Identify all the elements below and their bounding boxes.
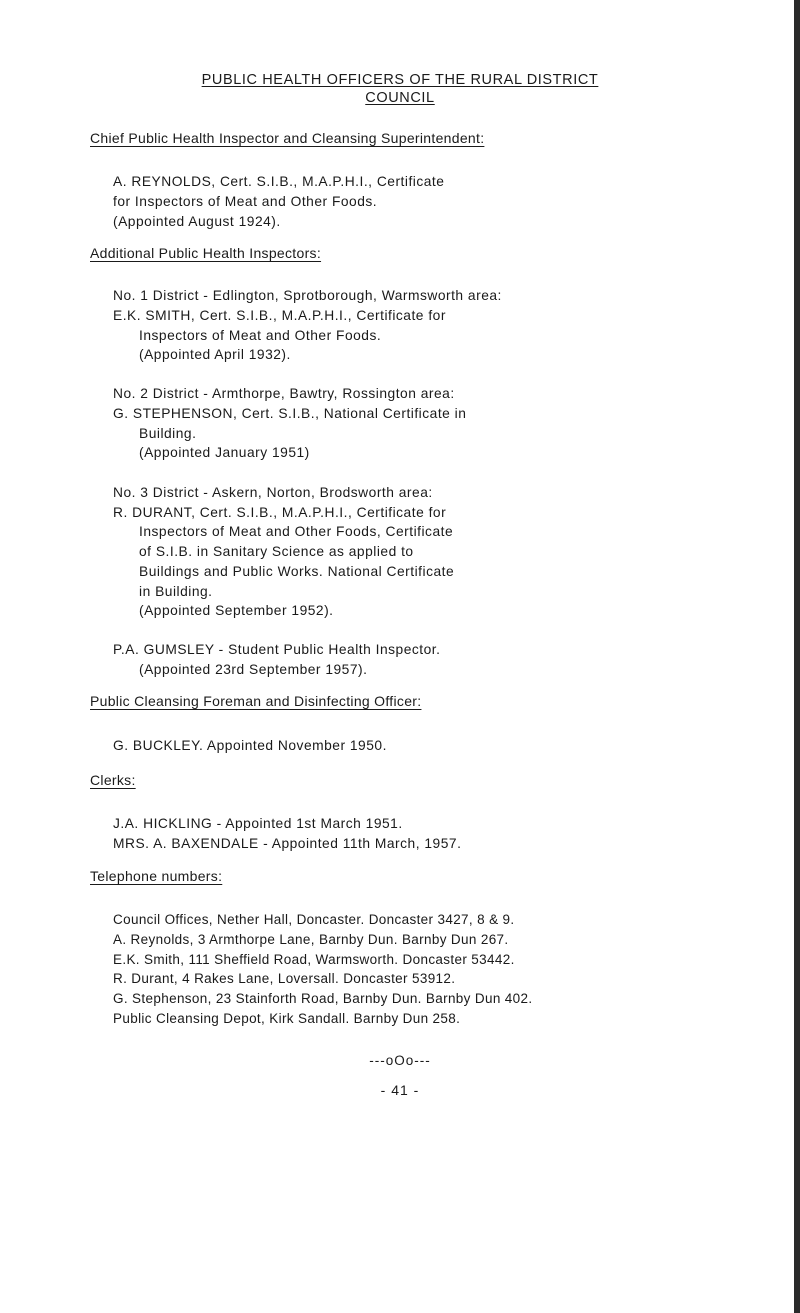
- district3-line: of S.I.B. in Sanitary Science as applied to: [139, 544, 414, 559]
- telephone-line: R. Durant, 4 Rakes Lane, Loversall. Doncaster 53912.: [113, 971, 456, 986]
- page-title-line-1: PUBLIC HEALTH OFFICERS OF THE RURAL DISTRICT: [201, 72, 599, 88]
- cleansing-foreman-heading: Public Cleansing Foreman and Disinfecting Officer:: [90, 693, 422, 709]
- telephone-line: G. Stephenson, 23 Stainforth Road, Barnby Dun. Barnby Dun 402.: [113, 991, 533, 1006]
- chief-inspector-heading: Chief Public Health Inspector and Cleansing Superintendent:: [90, 130, 485, 146]
- district2-line: (Appointed January 1951): [139, 445, 310, 460]
- district3-line: No. 3 District - Askern, Norton, Brodsworth area:: [113, 485, 433, 500]
- district2-line: Building.: [139, 426, 197, 441]
- page-title-line-2: COUNCIL: [365, 90, 435, 106]
- district1-line: (Appointed April 1932).: [139, 347, 291, 362]
- telephone-line: Council Offices, Nether Hall, Doncaster. Doncaster 3427, 8 & 9.: [113, 912, 515, 927]
- clerk-line: MRS. A. BAXENDALE - Appointed 11th March, 1957.: [113, 836, 462, 851]
- page-number: - 41 -: [380, 1082, 420, 1098]
- telephone-line: Public Cleansing Depot, Kirk Sandall. Barnby Dun 258.: [113, 1011, 461, 1026]
- chief-line: (Appointed August 1924).: [113, 214, 281, 229]
- chief-line: for Inspectors of Meat and Other Foods.: [113, 194, 378, 209]
- district2-line: No. 2 District - Armthorpe, Bawtry, Rossington area:: [113, 386, 455, 401]
- district3-line: in Building.: [139, 584, 213, 599]
- district1-line: Inspectors of Meat and Other Foods.: [139, 328, 382, 343]
- student-line: (Appointed 23rd September 1957).: [139, 662, 368, 677]
- district3-line: Buildings and Public Works. National Certificate: [139, 564, 455, 579]
- district1-line: No. 1 District - Edlington, Sprotborough, Warmsworth area:: [113, 288, 502, 303]
- district1-line: E.K. SMITH, Cert. S.I.B., M.A.P.H.I., Certificate for: [113, 308, 446, 323]
- student-line: P.A. GUMSLEY - Student Public Health Inspector.: [113, 642, 441, 657]
- district2-line: G. STEPHENSON, Cert. S.I.B., National Certificate in: [113, 406, 467, 421]
- telephone-heading: Telephone numbers:: [90, 868, 223, 884]
- telephone-line: E.K. Smith, 111 Sheffield Road, Warmsworth. Doncaster 53442.: [113, 952, 515, 967]
- additional-inspectors-heading: Additional Public Health Inspectors:: [90, 245, 322, 261]
- district3-line: (Appointed September 1952).: [139, 603, 334, 618]
- section-separator: ---oOo---: [369, 1053, 431, 1068]
- chief-line: A. REYNOLDS, Cert. S.I.B., M.A.P.H.I., Certificate: [113, 174, 445, 189]
- district3-line: Inspectors of Meat and Other Foods, Certificate: [139, 524, 454, 539]
- cleansing-line: G. BUCKLEY. Appointed November 1950.: [113, 738, 387, 753]
- clerks-heading: Clerks:: [90, 772, 136, 788]
- district3-line: R. DURANT, Cert. S.I.B., M.A.P.H.I., Certificate for: [113, 505, 447, 520]
- telephone-line: A. Reynolds, 3 Armthorpe Lane, Barnby Dun. Barnby Dun 267.: [113, 932, 509, 947]
- clerk-line: J.A. HICKLING - Appointed 1st March 1951.: [113, 816, 403, 831]
- page-edge-shadow: [794, 0, 800, 1313]
